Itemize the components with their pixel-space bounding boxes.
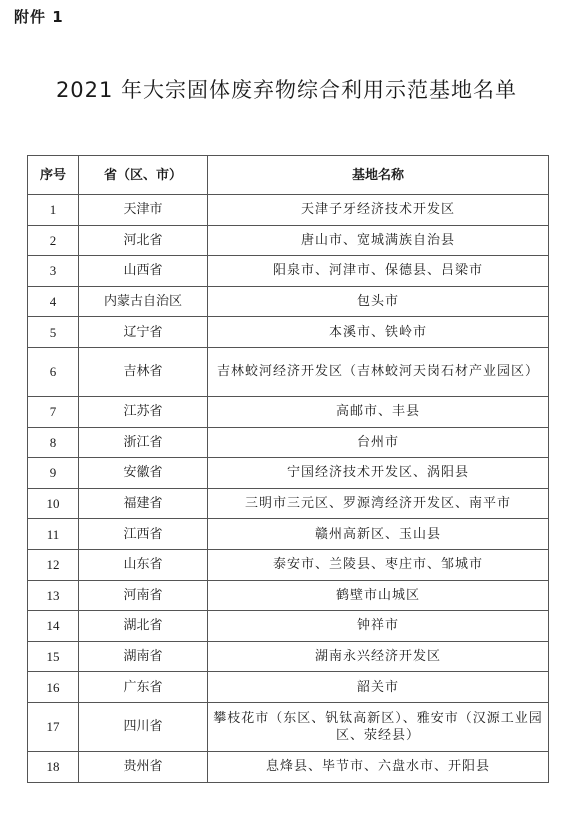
row-number: 6 bbox=[28, 347, 79, 396]
row-number: 15 bbox=[28, 641, 79, 672]
row-number: 10 bbox=[28, 488, 79, 519]
row-province: 吉林省 bbox=[79, 347, 208, 396]
row-province: 湖南省 bbox=[79, 641, 208, 672]
row-number: 16 bbox=[28, 672, 79, 703]
row-number: 8 bbox=[28, 427, 79, 458]
row-number: 12 bbox=[28, 549, 79, 580]
table-row bbox=[28, 458, 549, 489]
row-province: 天津市 bbox=[79, 195, 208, 226]
page-title: 2021 年大宗固体废弃物综合利用示范基地名单 bbox=[55, 78, 518, 102]
row-province: 安徽省 bbox=[79, 458, 208, 489]
row-base-name: 高邮市、丰县 bbox=[208, 396, 549, 427]
row-base-name: 息烽县、毕节市、六盘水市、开阳县 bbox=[208, 751, 549, 782]
row-province: 内蒙古自治区 bbox=[79, 286, 208, 317]
row-base-name: 三明市三元区、罗源湾经济开发区、南平市 bbox=[208, 488, 549, 519]
row-number: 13 bbox=[28, 580, 79, 611]
row-province: 广东省 bbox=[79, 672, 208, 703]
table-row bbox=[28, 195, 549, 226]
row-province: 河南省 bbox=[79, 580, 208, 611]
row-base-name: 攀枝花市（东区、钒钛高新区）、雅安市（汉源工业园区、荥经县） bbox=[208, 702, 549, 751]
row-number: 17 bbox=[28, 702, 79, 751]
column-header-province: 省（区、市） bbox=[79, 156, 208, 195]
row-province: 湖北省 bbox=[79, 611, 208, 642]
row-number: 9 bbox=[28, 458, 79, 489]
row-province: 江西省 bbox=[79, 519, 208, 550]
table-row bbox=[28, 225, 549, 256]
table-header-row bbox=[28, 156, 549, 195]
row-number: 2 bbox=[28, 225, 79, 256]
row-number: 4 bbox=[28, 286, 79, 317]
row-base-name: 鹤壁市山城区 bbox=[208, 580, 549, 611]
table-row bbox=[28, 286, 549, 317]
row-base-name: 吉林蛟河经济开发区（吉林蛟河天岗石材产业园区） bbox=[208, 347, 549, 396]
table-row bbox=[28, 611, 549, 642]
column-header-base: 基地名称 bbox=[208, 156, 549, 195]
row-province: 山西省 bbox=[79, 256, 208, 287]
table-row bbox=[28, 702, 549, 751]
row-province: 福建省 bbox=[79, 488, 208, 519]
table-row bbox=[28, 347, 549, 396]
table-row bbox=[28, 751, 549, 782]
table-row bbox=[28, 488, 549, 519]
row-number: 11 bbox=[28, 519, 79, 550]
row-province: 河北省 bbox=[79, 225, 208, 256]
column-header-number: 序号 bbox=[28, 156, 79, 195]
table-row bbox=[28, 580, 549, 611]
table-row bbox=[28, 519, 549, 550]
row-number: 1 bbox=[28, 195, 79, 226]
row-base-name: 本溪市、铁岭市 bbox=[208, 317, 549, 348]
row-base-name: 泰安市、兰陵县、枣庄市、邹城市 bbox=[208, 549, 549, 580]
row-province: 山东省 bbox=[79, 549, 208, 580]
row-province: 贵州省 bbox=[79, 751, 208, 782]
row-base-name: 钟祥市 bbox=[208, 611, 549, 642]
row-base-name: 韶关市 bbox=[208, 672, 549, 703]
row-base-name: 宁国经济技术开发区、涡阳县 bbox=[208, 458, 549, 489]
row-number: 3 bbox=[28, 256, 79, 287]
demo-base-table bbox=[27, 155, 549, 783]
row-base-name: 台州市 bbox=[208, 427, 549, 458]
table-row bbox=[28, 317, 549, 348]
row-province: 江苏省 bbox=[79, 396, 208, 427]
row-base-name: 天津子牙经济技术开发区 bbox=[208, 195, 549, 226]
row-number: 14 bbox=[28, 611, 79, 642]
attachment-label: 附件 1 bbox=[14, 8, 64, 26]
row-province: 辽宁省 bbox=[79, 317, 208, 348]
row-base-name: 包头市 bbox=[208, 286, 549, 317]
row-number: 18 bbox=[28, 751, 79, 782]
row-base-name: 唐山市、宽城满族自治县 bbox=[208, 225, 549, 256]
row-province: 浙江省 bbox=[79, 427, 208, 458]
table-row bbox=[28, 641, 549, 672]
table-row bbox=[28, 427, 549, 458]
row-base-name: 阳泉市、河津市、保德县、吕梁市 bbox=[208, 256, 549, 287]
table-row bbox=[28, 256, 549, 287]
row-number: 5 bbox=[28, 317, 79, 348]
row-base-name: 赣州高新区、玉山县 bbox=[208, 519, 549, 550]
row-base-name: 湖南永兴经济开发区 bbox=[208, 641, 549, 672]
row-number: 7 bbox=[28, 396, 79, 427]
row-province: 四川省 bbox=[79, 702, 208, 751]
table-row bbox=[28, 396, 549, 427]
table-row bbox=[28, 549, 549, 580]
table-row bbox=[28, 672, 549, 703]
